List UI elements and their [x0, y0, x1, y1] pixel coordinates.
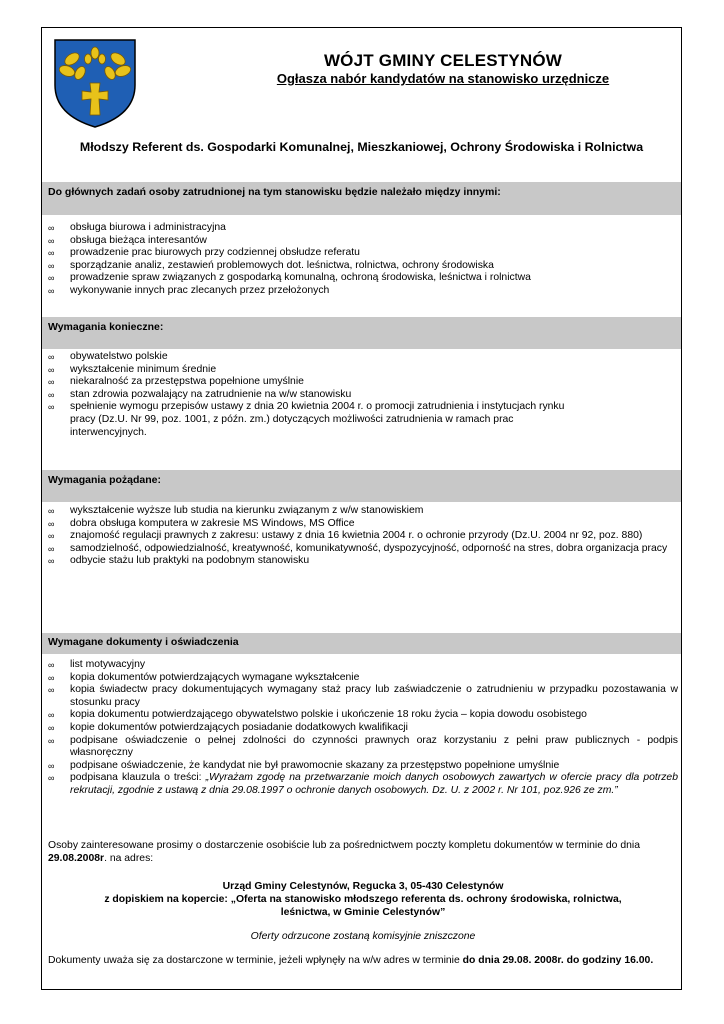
position-title: Młodszy Referent ds. Gospodarki Komunalnej, Mieszkaniowej, Ochrony Środowiska i Rolnictwa [79, 140, 644, 154]
list-item: ∞ wykształcenie minimum średnie [48, 363, 217, 375]
list-item: ∞ wykształcenie wyższe lub studia na kierunku związanym z w/w stanowiskiem [48, 505, 424, 516]
coat-of-arms-icon [52, 37, 138, 129]
bullet-icon: ∞ [48, 352, 55, 362]
section-heading-desired: Wymagania pożądane: [42, 470, 681, 502]
deadline-note: Dokumenty uważa się za dostarczone w terminie, jeżeli wpłynęły na w/w adres w terminie do dnia 29.08. 2008r. do godziny 16.00. [48, 955, 654, 966]
list-item: ∞ odbycie stażu lub praktyki na podobnym stanowisku [48, 555, 310, 567]
list-item: ∞ obywatelstwo polskie [48, 351, 168, 362]
list-item: ∞ podpisana klauzula o treści: „Wyrażam zgodę na przetwarzanie moich danych osobowych zawartych w ofercie pracy dla potrzeb rekrutacji, zgodnie z ustawą z dnia 29.08.1997 o ochronie danych osobowych. Dz. U. z 2002 r. Nr 101, poz.926 ze zm.” [48, 772, 678, 796]
list-item: ∞ obsługa bieżąca interesantów [48, 234, 207, 246]
bullet-icon: ∞ [48, 223, 55, 233]
section-heading-required: Wymagania konieczne: [42, 317, 681, 349]
bullet-icon: ∞ [48, 760, 55, 771]
notice-frame [41, 27, 682, 990]
bullet-icon: ∞ [48, 672, 55, 683]
list-item: ∞ podpisane oświadczenie, że kandydat nie był prawomocnie skazany za przestępstwo popełnione umyślnie [48, 759, 560, 771]
bullet-icon: ∞ [48, 273, 55, 284]
page-title: WÓJT GMINY CELESTYNÓW [323, 51, 563, 70]
bullet-icon: ∞ [48, 389, 55, 400]
list-item: ∞ niekaralność za przestępstwa popełnione umyślnie [48, 376, 304, 388]
list-item: ∞ kopia dokumentu potwierdzającego obywatelstwo polskie i ukończenie 18 roku życia – kopia dowodu osobistego [48, 709, 587, 721]
bullet-icon: ∞ [48, 260, 55, 271]
list-item: ∞ kopia dokumentów potwierdzających wymagane wykształcenie [48, 671, 360, 683]
submission-intro: Osoby zainteresowane prosimy o dostarczenie osobiście lub za pośrednictwem poczty kompletu dokumentów w terminie do dnia 29.08.2008r. na adres: [48, 840, 640, 864]
documents-list [48, 659, 678, 798]
required-list [48, 351, 678, 439]
list-item: ∞ sporządzanie analiz, zestawień problemowych dot. leśnictwa, rolnictwa, ochrony środowiska [48, 259, 494, 271]
bullet-icon: ∞ [48, 710, 55, 721]
bullet-icon: ∞ [48, 402, 55, 413]
bullet-icon: ∞ [48, 248, 55, 259]
bullet-icon: ∞ [48, 285, 55, 296]
list-item: ∞ samodzielność, odpowiedzialność, kreatywność, komunikatywność, dyspozycyjność, odporność na stres, dobra organizacja pracy [48, 542, 668, 554]
bullet-icon: ∞ [48, 735, 55, 746]
list-item: ∞ kopie dokumentów potwierdzających posiadanie dodatkowych kwalifikacji [48, 721, 408, 733]
list-item: ∞ podpisane oświadczenie o pełnej zdolności do czynności prawnych oraz korzystaniu z pełni praw publicznych - podpis własnoręczny [48, 734, 678, 759]
bullet-icon: ∞ [48, 235, 55, 246]
consent-clause: „Wyrażam zgodę na przetwarzanie moich danych osobowych zawartych w ofercie pracy dla potrzeb rekrutacji, zgodnie z ustawą z dnia 29.08.1997 o ochronie danych osobowych. Dz. U. z 2002 r. Nr 101, poz.926 ze zm.” [70, 772, 678, 796]
bullet-icon: ∞ [48, 722, 55, 733]
duties-list [48, 222, 678, 298]
list-item: ∞ spełnienie wymogu przepisów ustawy z dnia 20 kwietnia 2004 r. o promocji zatrudnienia i instytucjach rynku pracy (Dz.U. Nr 99, poz. 1001, z późn. zm.) dotyczących możliwości zatrudnienia w ramach prac interwencyjnych. [48, 401, 565, 438]
list-item: ∞ wykonywanie innych prac zlecanych przez przełożonych [48, 284, 330, 296]
section-heading-documents: Wymagane dokumenty i oświadczenia [42, 633, 681, 654]
desired-list [48, 505, 678, 568]
bullet-icon: ∞ [48, 531, 55, 542]
list-item: ∞ prowadzenie spraw związanych z gospodarką komunalną, ochroną środowiska, leśnictwa i rolnictwa [48, 272, 531, 284]
section-heading-duties: Do głównych zadań osoby zatrudnionej na tym stanowisku będzie należało między innymi: [42, 182, 681, 215]
rejected-note: Oferty odrzucone zostaną komisyjnie zniszczone [250, 931, 476, 942]
list-item: ∞ obsługa biurowa i administracyjna [48, 222, 226, 233]
bullet-icon: ∞ [48, 518, 55, 529]
bullet-icon: ∞ [48, 556, 55, 567]
list-item: ∞ list motywacyjny [48, 659, 146, 670]
list-item: ∞ znajomość regulacji prawnych z zakresu: ustawy z dnia 16 kwietnia 2004 r. o ochronie przyrody (Dz.U. 2004 nr 92, poz. 880) [48, 530, 643, 542]
bullet-icon: ∞ [48, 773, 55, 784]
bullet-icon: ∞ [48, 685, 55, 696]
bullet-icon: ∞ [48, 660, 55, 670]
bullet-icon: ∞ [48, 543, 55, 554]
bullet-icon: ∞ [48, 506, 55, 516]
office-address: Urząd Gminy Celestynów, Regucka 3, 05-430 Celestynów z dopiskiem na kopercie: „Oferta na stanowisko młodszego referenta ds. ochrony środowiska, rolnictwa, leśnictwa, w Gminie Celestynów” [104, 881, 622, 918]
list-item: ∞ prowadzenie prac biurowych przy codziennej obsłudze referatu [48, 247, 360, 259]
bullet-icon: ∞ [48, 377, 55, 388]
list-item: ∞ dobra obsługa komputera w zakresie MS Windows, MS Office [48, 517, 355, 529]
list-item: ∞ kopia świadectw pracy dokumentujących wymagany staż pracy lub zaświadczenie o zatrudnieniu w przypadku pozostawania w stosunku pracy [48, 684, 678, 708]
bullet-icon: ∞ [48, 364, 55, 375]
page-subtitle: Ogłasza nabór kandydatów na stanowisko urzędnicze [276, 71, 610, 86]
list-item: ∞ stan zdrowia pozwalający na zatrudnienie na w/w stanowisku [48, 388, 352, 400]
